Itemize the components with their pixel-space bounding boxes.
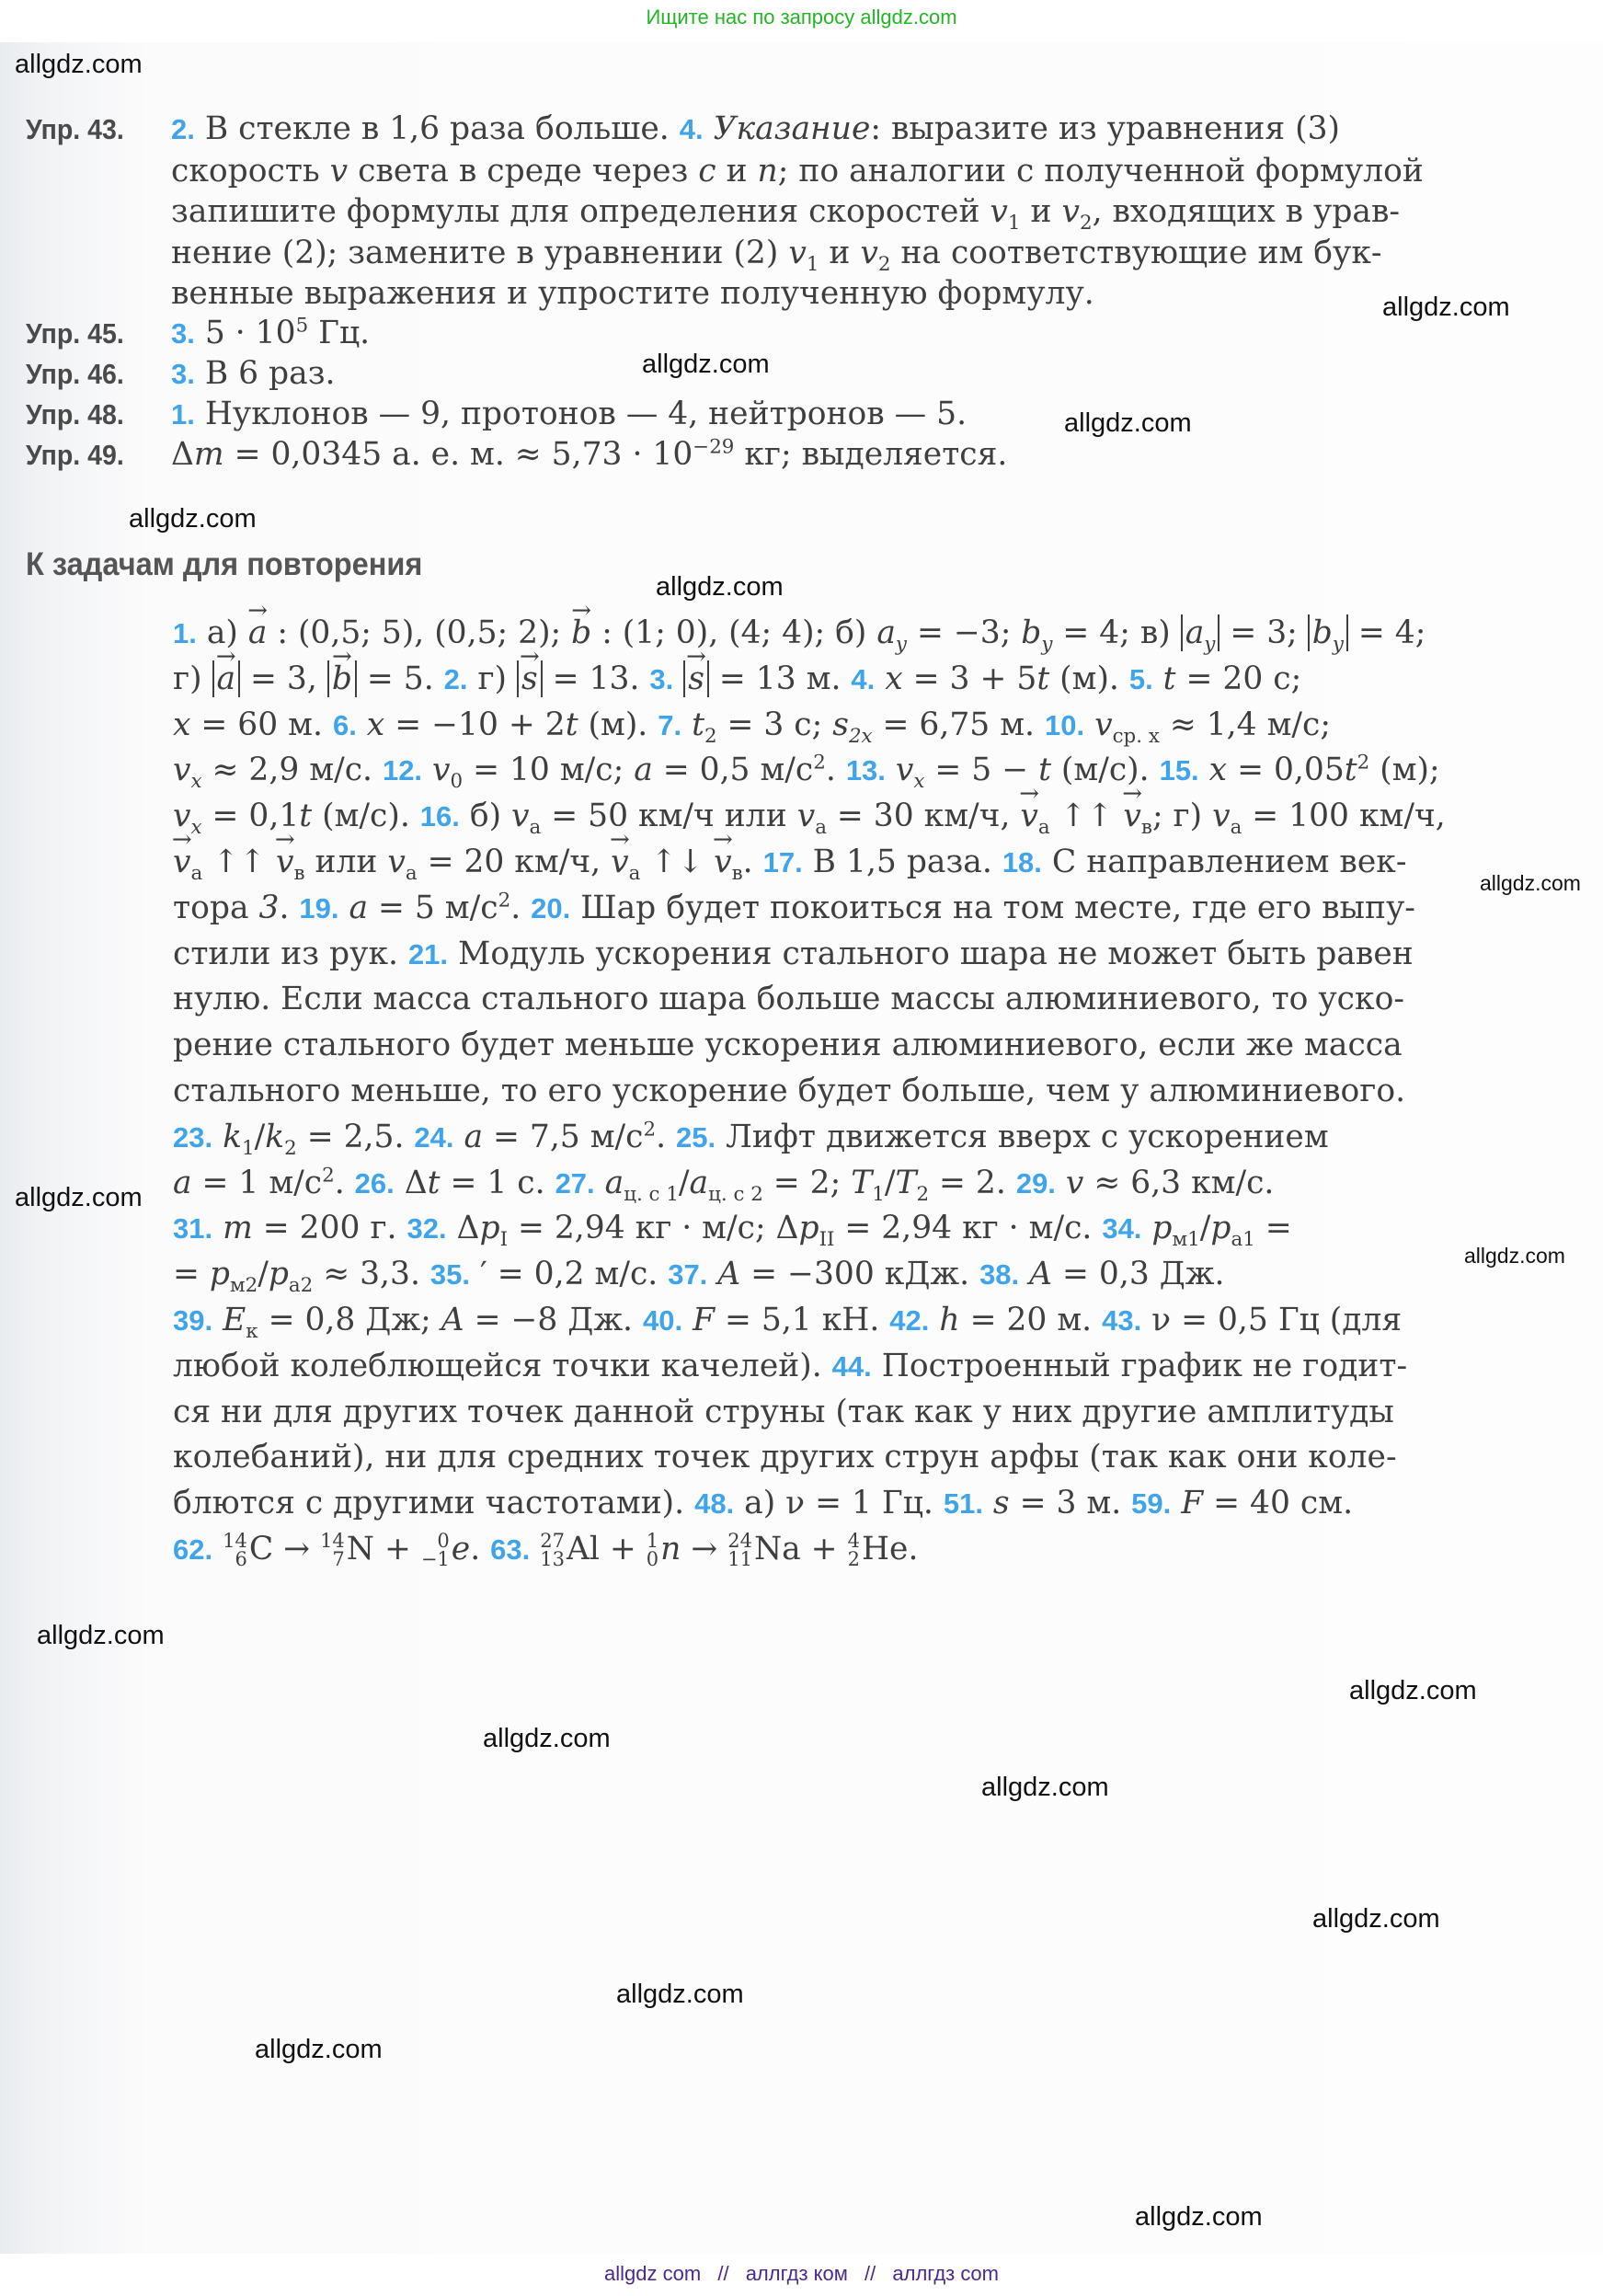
text-line: рение стального будет меньше ускорения алюминиевого, если же масса [173, 1027, 1403, 1064]
exercise-label: Упр. 45. [26, 317, 124, 350]
text-line: 2. В стекле в 1,6 раза больше. 4. Указание: выразите из уравнения (3) [171, 110, 1340, 147]
text-line: 39. $E_к = 0,8$ Дж; A = −8 Дж. 40. F = 5,1 кН. 42. h = 20 м. 43. ν = 0,5 Гц (для [173, 1301, 1403, 1343]
watermark: allgdz.com [129, 504, 257, 534]
text-line: 1. а) → a : (0,5; 5), (0,5; 2); → b : (1; 0), (4; 4); б) $a_y = -3$; $b_y = 4$; в) $a_y = 3$; $b_y = 4$; [173, 611, 1490, 657]
review-answers [173, 611, 1490, 1573]
exercise-45: Упр. 45. 3. $5 \cdot 10^5$ Гц. [26, 313, 171, 355]
text-line: 23. $k_1/k_2 = 2,5$. 24. a = 7,5 $м/с^2$. 25. Лифт движется вверх с ускорением [173, 1118, 1329, 1160]
text-line: x = 60 м. 6. x = −10 + 2t (м). 7. $t_2 = 3$ с; $s_{2x} = 6,75$ м. 10. $v_{ср. x} \approx 1,4$ м/с; [173, 706, 1331, 748]
text-line: 31. m = 200 г. 32. $\Delta p_I = 2,94$ кг · м/с; $\Delta p_{II} = 2,94$ кг · м/с. 34. $p_{м1}/p_{а1}$ = [173, 1210, 1292, 1252]
top-search-banner: Ищите нас по запросу allgdz.com [646, 6, 957, 29]
watermark: allgdz.com [616, 1980, 744, 2009]
text-line: → $v_а$ ↑↑ → $v_в$ или $v_а = 20$ км/ч, → $v_а$ ↑↓ → $v_в$. 17. В 1,5 раза. 18. С направлением век- [173, 840, 1490, 886]
watermark: allgdz.com [1312, 1904, 1440, 1934]
watermark: allgdz.com [255, 2035, 383, 2064]
exercise-label: Упр. 49. [26, 439, 124, 471]
exercise-label: Упр. 46. [26, 358, 124, 390]
watermark: allgdz.com [1464, 1244, 1565, 1268]
exercise-43-body [171, 109, 1424, 315]
exercise-46: Упр. 46. 3. В 6 раз. [26, 353, 171, 396]
banner-link[interactable]: аллгдз ком [745, 2262, 848, 2285]
watermark: allgdz.com [1349, 1676, 1477, 1705]
exercise-48: Упр. 48. 1. Нуклонов — 9, протонов — 4, нейтронов — 5. [26, 394, 171, 436]
text-line: нулю. Если масса стального шара больше массы алюминиевого, то уско- [173, 981, 1404, 1018]
watermark: allgdz.com [981, 1773, 1109, 1802]
watermark: allgdz.com [15, 50, 143, 79]
banner-link[interactable]: allgdz com [604, 2262, 702, 2285]
bottom-site-banner: allgdz com // аллгдз ком // аллгдз com [604, 2262, 999, 2285]
text-line: = $p_{м2}/p_{а2} \approx 3,3$. 35. ′ = 0,2 м/с. 37. A = −300 кДж. 38. A = 0,3 Дж. [173, 1256, 1225, 1298]
text-line: любой колеблющейся точки качелей). 44. Построенный график не годит- [173, 1347, 1408, 1384]
text-line: ся ни для других точек данной струны (так как у них другие амплитуды [173, 1393, 1394, 1430]
watermark: allgdz.com [1135, 2202, 1263, 2232]
watermark: allgdz.com [642, 350, 770, 379]
watermark: allgdz.com [15, 1183, 143, 1212]
watermark: allgdz.com [37, 1621, 165, 1650]
watermark: allgdz.com [656, 572, 784, 602]
section-title: К задачам для повторения [26, 546, 423, 582]
exercise-49: Упр. 49. Δm = 0,0345 а. е. м. ≈ $5,73 \cdot 10^{-29}$ кг; выделяется. [26, 434, 171, 476]
text-line: нение (2); замените в уравнении (2) $v_1$ и $v_2$ на соответствующие им бук- [171, 234, 1382, 276]
watermark: allgdz.com [1064, 408, 1192, 438]
text-line: скорость v света в среде через c и n; по аналогии с полученной формулой [171, 152, 1424, 189]
text-line: $v_x \approx 2,9$ м/с. 12. $v_0 = 10$ м/с; a = 0,5 $м/с^2$. 13. $v_x = 5 - t$ (м/с). 15. $x = 0,05t^2$ (м); [173, 751, 1440, 794]
text-line: 62. 14 6 C → 14 7 N + 0 −1 e. 63. 27 13 Al + 1 0 n → 24 11 Na + 4 2 He. [173, 1530, 919, 1571]
text-line: стили из рук. 21. Модуль ускорения стального шара не может быть равен [173, 935, 1414, 972]
exercise-label: Упр. 43. [26, 113, 124, 145]
exercise-43 [26, 109, 1424, 320]
watermark: allgdz.com [483, 1724, 611, 1753]
text-line: тора 3. 19. a = 5 $м/с^2$. 20. Шар будет покоиться на том месте, где его выпу- [173, 889, 1415, 926]
text-line: блются с другими частотами). 48. а) ν = 1 Гц. 51. s = 3 м. 59. F = 40 см. [173, 1485, 1354, 1522]
text-line: a = 1 $м/с^2$. 26. Δt = 1 с. 27. $a_{ц. с 1}/a_{ц. с 2} = 2$; $T_1/T_2 = 2$. 29. v ≈ 6,3 км/с. [173, 1164, 1275, 1206]
watermark: allgdz.com [1480, 871, 1581, 895]
text-line: г) → a = 3, → b = 5. 2. г) → s = 13. 3. → s = 13 м. 4. x = 3 + 5t (м). 5. t = 20 с; [173, 657, 1490, 703]
text-line: стального меньше, то его ускорение будет больше, чем у алюминиевого. [173, 1072, 1406, 1109]
text-line: колебаний), ни для средних точек других струн арфы (так как они коле- [173, 1439, 1397, 1476]
watermark: allgdz.com [1382, 293, 1510, 322]
exercise-label: Упр. 48. [26, 398, 124, 430]
text-line: венные выражения и упростите полученную формулу. [171, 275, 1094, 312]
text-line: запишите формулы для определения скоростей $v_1$ и $v_2$, входящих в урав- [171, 193, 1401, 235]
text-line: $v_x = 0,1t$ (м/с). 16. б) $v_а = 50$ км/ч или $v_а = 30$ км/ч, → $v_а$ ↑↑ → $v_в$; г) $v_а = 100$ км/ч, [173, 794, 1490, 840]
banner-link[interactable]: аллгдз com [892, 2262, 999, 2285]
